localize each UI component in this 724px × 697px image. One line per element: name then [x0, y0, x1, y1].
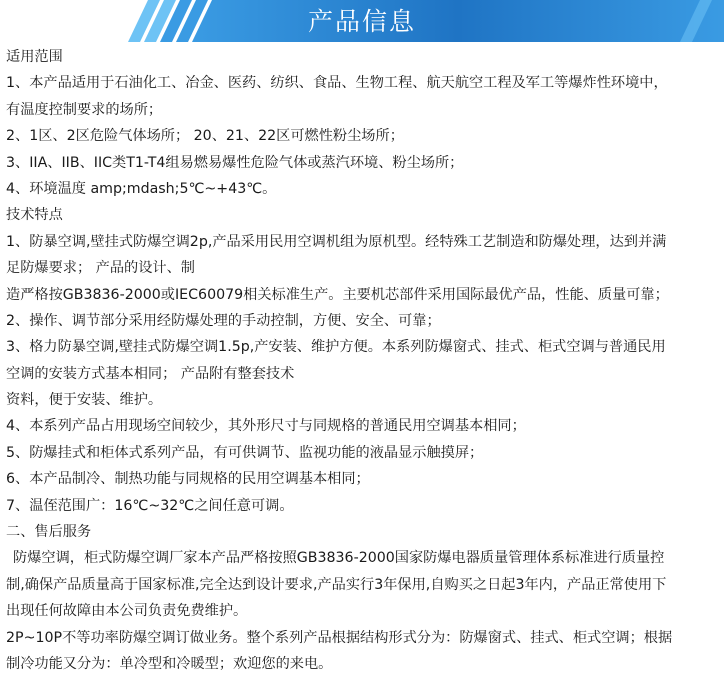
text-line: 5、防爆挂式和柜体式系列产品，有可供调节、监视功能的液晶显示触摸屏； — [6, 444, 484, 461]
text-line: 制,确保产品质量高于国家标准,完全达到设计要求,产品实行3年保用,自购买之日起3年内，产品正常使用下 — [6, 576, 667, 593]
text-line: 3、格力防暴空调,壁挂式防爆空调1.5p,产安装、维护方便。本系列防爆窗式、挂式、柜式空调与普通民用 — [6, 339, 666, 356]
banner-title: 产品信息 — [307, 7, 416, 36]
text-line: 7、温侄范围广：16℃~32℃之间任意可调。 — [6, 497, 294, 514]
product-info-text — [6, 44, 718, 677]
text-line: 4、环境温度 amp;mdash;5℃~+43℃。 — [6, 180, 277, 197]
text-line: 2P~10P不等功率防爆空调订做业务。整个系列产品根据结构形式分为：防爆窗式、挂式、柜式空调；根据 — [6, 629, 673, 646]
section-heading-features: 技术特点 — [6, 207, 63, 224]
text-line: 空调的安装方式基本相同； 产品附有整套技术 — [6, 365, 295, 382]
text-line: 造严格按GB3836-2000或IEC60079相关标准生产。主要机芯部件采用国际最优产品，性能、质量可靠； — [6, 286, 669, 303]
text-line: 1、防暴空调,壁挂式防爆空调2p,产品采用民用空调机组为原机型。经特殊工艺制造和防爆处理，达到并满 — [6, 233, 667, 250]
text-line: 出现任何故障由本公司负责免费维护。 — [6, 603, 248, 620]
text-line: 2、1区、2区危险气体场所； 20、21、22区可燃性粉尘场所； — [6, 128, 404, 145]
section-banner — [0, 0, 724, 42]
text-line: 制冷功能又分为：单冷型和冷暖型；欢迎您的来电。 — [6, 655, 333, 672]
text-line: 足防爆要求； 产品的设计、制 — [6, 260, 195, 277]
text-line: 防爆空调，柜式防爆空调厂家本产品严格按照GB3836-2000国家防爆电器质量管理体系标准进行质量控 — [13, 550, 665, 567]
section-heading-usage: 适用范围 — [6, 49, 63, 65]
text-line: 4、本系列产品占用现场空间较少，其外形尺寸与同规格的普通民用空调基本相同； — [6, 418, 526, 435]
text-line: 1、本产品适用于石油化工、冶金、医药、纺织、食品、生物工程、航天航空工程及军工等爆炸性环境中， — [6, 75, 668, 92]
text-line: 2、操作、调节部分采用经防爆处理的手动控制，方便、安全、可靠； — [6, 312, 441, 329]
text-line: 有温度控制要求的场所； — [6, 101, 163, 118]
text-line: 6、本产品制冷、制热功能与同规格的民用空调基本相同； — [6, 471, 370, 488]
text-line: 3、IIA、IIB、IIC类T1-T4组易燃易爆性危险气体或蒸汽环境、粉尘场所； — [6, 154, 464, 171]
section-heading-service: 二、售后服务 — [6, 524, 92, 541]
text-line: 资料，便于安装、维护。 — [6, 392, 163, 409]
